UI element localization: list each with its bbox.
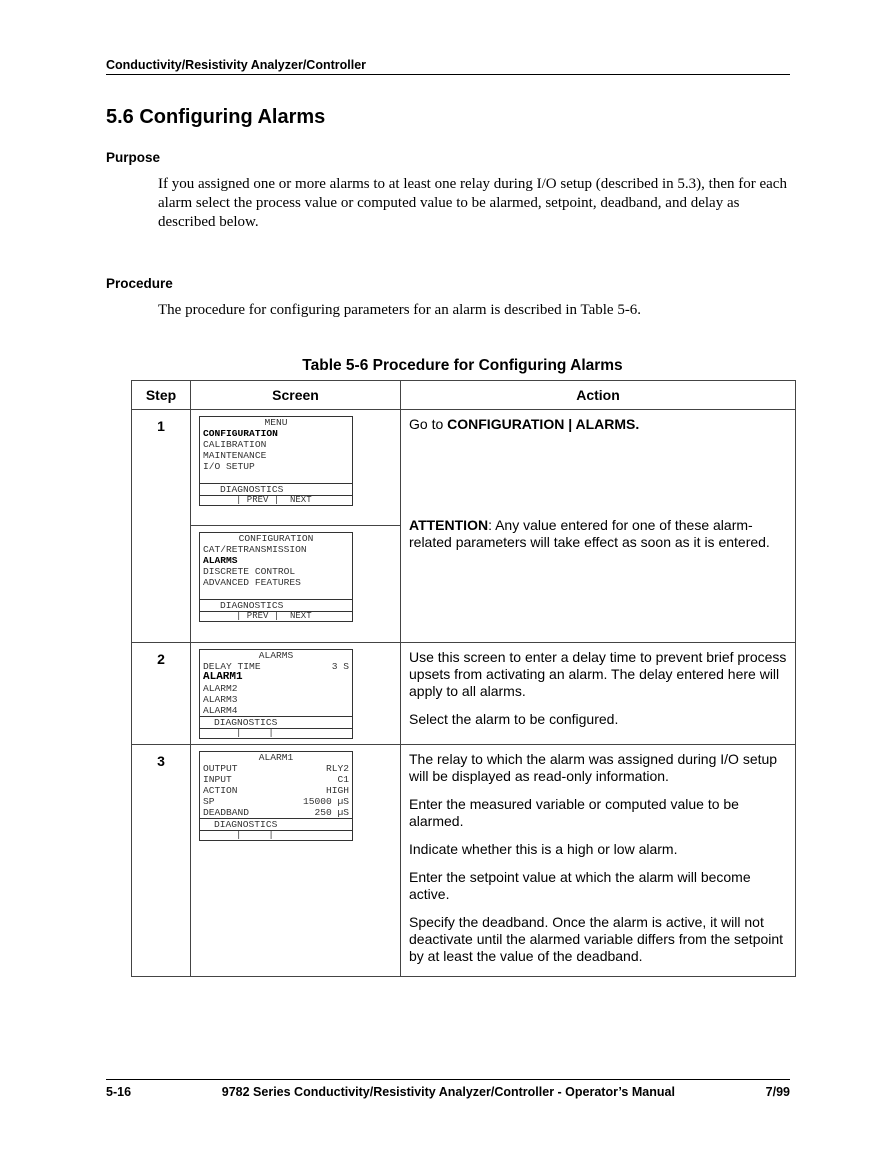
lcd-diagnostics: DIAGNOSTICS — [200, 716, 352, 728]
lcd-diagnostics: DIAGNOSTICS — [200, 483, 352, 495]
header-screen: Screen — [191, 381, 401, 410]
lcd-title: ALARMS — [258, 650, 294, 661]
header-rule — [106, 74, 790, 75]
footer-rule — [106, 1079, 790, 1080]
lcd-item: CONFIGURATION — [203, 428, 278, 439]
lcd-item: I/O SETUP — [203, 461, 255, 472]
action-cell — [401, 410, 796, 643]
lcd-item: CALIBRATION — [203, 439, 267, 450]
step-cell — [132, 410, 191, 643]
running-header: Conductivity/Resistivity Analyzer/Controller — [106, 58, 367, 72]
step-cell — [132, 745, 191, 977]
action-paragraph: Indicate whether this is a high or low alarm. — [409, 841, 678, 857]
lcd-title: CONFIGURATION — [238, 533, 314, 544]
step-number: 1 — [157, 418, 165, 434]
lcd-screen-configuration — [199, 532, 353, 622]
lcd-item: DISCRETE CONTROL — [203, 566, 296, 577]
step-number: 3 — [157, 753, 165, 769]
lcd-param-row: SP 15000 µS — [203, 796, 349, 807]
section-title: 5.6 Configuring Alarms — [106, 106, 326, 128]
screen-cell — [191, 745, 401, 977]
purpose-paragraph: If you assigned one or more alarms to at least one relay during I/O setup (described in 5.3), then for each alarm select the process value or computed value to be alarmed, setpoint, deadband, and delay as described below. — [158, 176, 787, 230]
action-paragraph: The relay to which the alarm was assigned during I/O setup will be displayed as read-only information. — [409, 751, 778, 784]
procedure-table — [131, 380, 796, 977]
screen-cell — [191, 643, 401, 745]
screen-cell — [191, 410, 401, 526]
action-paragraph: Enter the setpoint value at which the alarm will become active. — [409, 869, 751, 902]
lcd-item: ALARM1 — [203, 672, 243, 683]
lcd-softkeys: | PREV | NEXT — [200, 611, 352, 621]
edition-date: 7/99 — [765, 1085, 790, 1099]
lcd-softkeys: | | — [200, 728, 352, 738]
lcd-item: ALARM2 — [203, 683, 238, 694]
action-go-to: Go to CONFIGURATION | ALARMS. — [409, 416, 640, 432]
lcd-item: ALARM4 — [203, 705, 238, 716]
lcd-item: ADVANCED FEATURES — [203, 577, 301, 588]
running-footer — [106, 1085, 790, 1099]
lcd-diagnostics: DIAGNOSTICS — [200, 818, 352, 830]
lcd-softkeys: | | — [200, 830, 352, 840]
lcd-item: ALARM3 — [203, 694, 238, 705]
attention-note: ATTENTION: Any value entered for one of these alarm-related parameters will take effect as soon as it is entered. — [409, 517, 770, 550]
header-step: Step — [132, 381, 191, 410]
lcd-softkeys: | PREV | NEXT — [200, 495, 352, 505]
action-paragraph: Specify the deadband. Once the alarm is active, it will not deactivate until the alarmed variable differs from the setpoint by at least the value of the deadband. — [409, 914, 784, 964]
purpose-heading: Purpose — [106, 150, 161, 165]
lcd-delay-row: DELAY TIME 3 S — [203, 661, 349, 672]
action-cell — [401, 643, 796, 745]
procedure-paragraph: The procedure for configuring parameters for an alarm is described in Table 5-6. — [158, 302, 642, 318]
table-row — [132, 410, 796, 526]
header-action: Action — [401, 381, 796, 410]
action-paragraph: Select the alarm to be configured. — [409, 711, 619, 727]
lcd-title: MENU — [264, 417, 288, 428]
procedure-heading: Procedure — [106, 276, 173, 291]
table-header-row — [132, 381, 796, 410]
table-row — [132, 643, 796, 745]
action-cell — [401, 745, 796, 977]
lcd-param-row: OUTPUT RLY2 — [203, 763, 349, 774]
manual-title: 9782 Series Conductivity/Resistivity Analyzer/Controller - Operator’s Manual — [221, 1085, 675, 1099]
step-number: 2 — [157, 651, 165, 667]
action-paragraph: Use this screen to enter a delay time to prevent brief process upsets from activating an alarm. The delay entered here will apply to all alarms. — [409, 649, 787, 699]
lcd-param-row: DEADBAND 250 µS — [203, 807, 349, 818]
table-row — [132, 745, 796, 977]
lcd-param-row: ACTION HIGH — [203, 785, 349, 796]
lcd-item: CAT/RETRANSMISSION — [203, 544, 307, 555]
lcd-screen-alarm1 — [199, 751, 353, 841]
lcd-param-row: INPUT C1 — [203, 774, 349, 785]
lcd-item: MAINTENANCE — [203, 450, 267, 461]
action-paragraph: Enter the measured variable or computed value to be alarmed. — [409, 796, 739, 829]
lcd-item: ALARMS — [203, 555, 238, 566]
table-caption: Table 5-6 Procedure for Configuring Alarms — [302, 357, 623, 374]
screen-cell — [191, 526, 401, 643]
lcd-title: ALARM1 — [258, 752, 294, 763]
lcd-screen-alarms — [199, 649, 353, 739]
step-cell — [132, 643, 191, 745]
lcd-diagnostics: DIAGNOSTICS — [200, 599, 352, 611]
lcd-screen-menu — [199, 416, 353, 506]
page-number: 5-16 — [106, 1085, 132, 1099]
